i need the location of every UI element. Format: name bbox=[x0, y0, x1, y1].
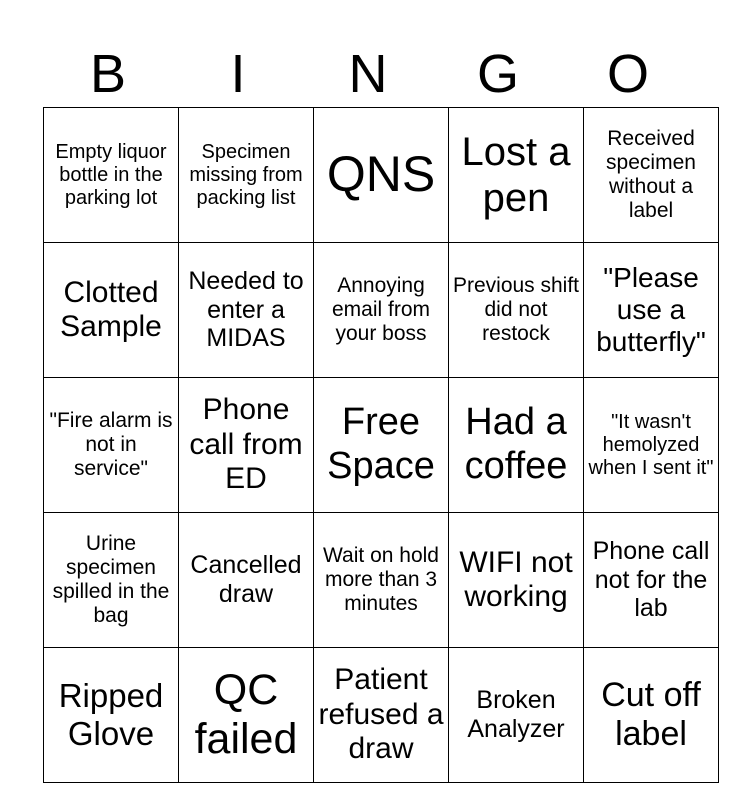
bingo-cell[interactable]: Patient refused a draw bbox=[314, 648, 449, 783]
bingo-cell[interactable]: Annoying email from your boss bbox=[314, 243, 449, 378]
board-row bbox=[44, 513, 719, 648]
bingo-cell[interactable]: Empty liquor bottle in the parking lot bbox=[44, 108, 179, 243]
bingo-cell[interactable]: Cancelled draw bbox=[179, 513, 314, 648]
bingo-cell[interactable]: QNS bbox=[314, 108, 449, 243]
header-letter-o: O bbox=[606, 44, 649, 104]
bingo-cell[interactable]: Received specimen without a label bbox=[584, 108, 719, 243]
header-letter-n: N bbox=[348, 44, 388, 104]
bingo-board bbox=[43, 107, 719, 783]
bingo-cell[interactable]: Needed to enter a MIDAS bbox=[179, 243, 314, 378]
bingo-header bbox=[43, 42, 693, 106]
bingo-cell[interactable]: Phone call from ED bbox=[179, 378, 314, 513]
bingo-cell[interactable]: Lost a pen bbox=[449, 108, 584, 243]
header-letter-i: I bbox=[230, 44, 246, 104]
board-row bbox=[44, 243, 719, 378]
bingo-cell[interactable]: Ripped Glove bbox=[44, 648, 179, 783]
header-letter-g: G bbox=[476, 44, 519, 104]
bingo-cell[interactable]: "It wasn't hemolyzed when I sent it" bbox=[584, 378, 719, 513]
bingo-cell[interactable]: Phone call not for the lab bbox=[584, 513, 719, 648]
board-row bbox=[44, 648, 719, 783]
bingo-cell[interactable]: Had a coffee bbox=[449, 378, 584, 513]
board-row bbox=[44, 378, 719, 513]
bingo-cell[interactable]: WIFI not working bbox=[449, 513, 584, 648]
bingo-cell free-space[interactable]: Free Space bbox=[314, 378, 449, 513]
bingo-cell[interactable]: Cut off label bbox=[584, 648, 719, 783]
bingo-cell[interactable]: "Please use a butterfly" bbox=[584, 243, 719, 378]
bingo-cell[interactable]: "Fire alarm is not in service" bbox=[44, 378, 179, 513]
bingo-cell[interactable]: QC failed bbox=[179, 648, 314, 783]
bingo-cell[interactable]: Broken Analyzer bbox=[449, 648, 584, 783]
board-row bbox=[44, 108, 719, 243]
bingo-cell[interactable]: Urine specimen spilled in the bag bbox=[44, 513, 179, 648]
bingo-cell[interactable]: Clotted Sample bbox=[44, 243, 179, 378]
header-letter-b: B bbox=[89, 44, 127, 104]
bingo-cell[interactable]: Previous shift did not restock bbox=[449, 243, 584, 378]
bingo-cell[interactable]: Wait on hold more than 3 minutes bbox=[314, 513, 449, 648]
bingo-cell[interactable]: Specimen missing from packing list bbox=[179, 108, 314, 243]
